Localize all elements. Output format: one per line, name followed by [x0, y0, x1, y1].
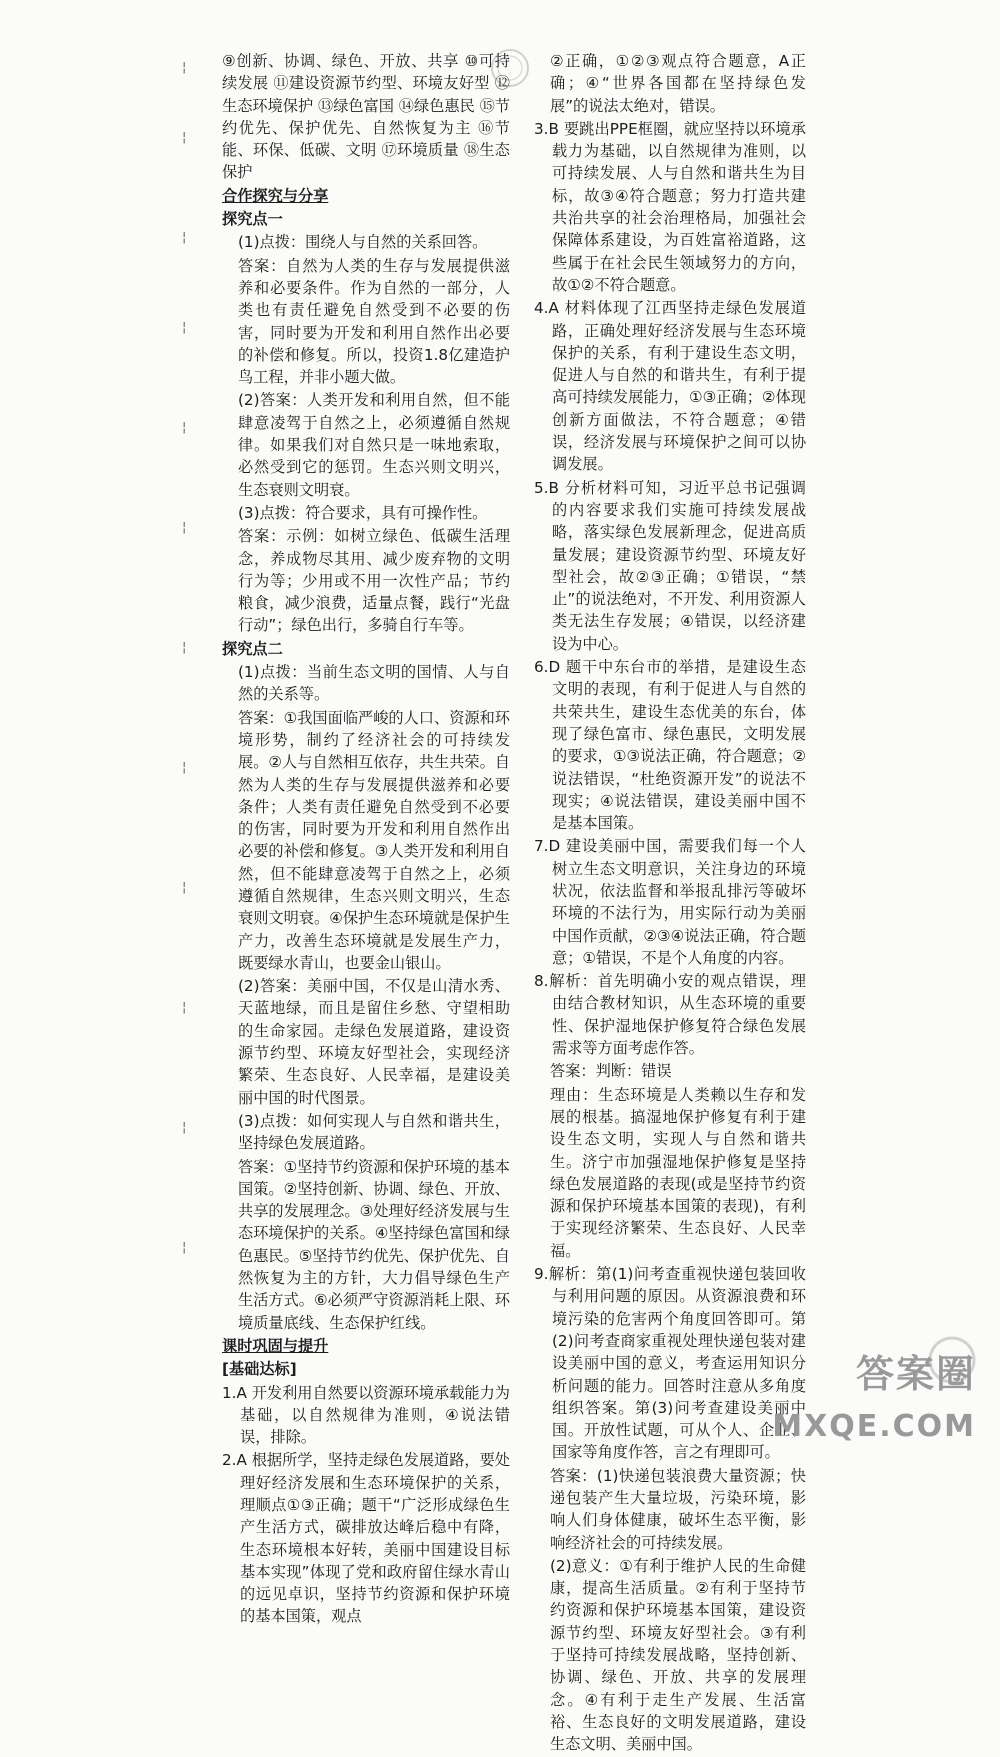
answer-item: 1.A 开发利用自然要以资源环境承载能力为基础，以自然规律为准则，④说法错误，排除。: [222, 1383, 510, 1447]
answer-item: 8.解析：首先明确小安的观点错误，理由结合教材知识，从生态环境的重要性、保护湿地保护修复符合绿色发展需求等方面考虑作答。: [534, 972, 806, 1058]
answer-item: 2.A 根据所学，坚持走绿色发展道路，要处理好经济发展和生态环境保护的关系，理顺点①③正确；题干“广泛形成绿色生产生活方式，碳排放达峰后稳中有降，生态环境根本好转，美丽中国建设目标基本实现”体现了党和政府留住绿水青山的远见卓识，坚持节约资源和保护环境的基本国策，观点: [222, 1451, 510, 1626]
answer-item: 5.B 分析材料可知，习近平总书记强调的内容要求我们实施可持续发展战略，落实绿色发展新理念，促进高质量发展；建设资源节约型、环境友好型社会，故②③正确；①错误，“禁止”的说法绝对，不开发、利用资源人类无法生存发展；④错误，以经济建设为中心。: [534, 478, 806, 653]
section-heading: 课时巩固与提升: [222, 1336, 329, 1355]
edge-mark: ¦: [182, 230, 187, 245]
answer-item: 7.D 建设美丽中国，需要我们每一个人树立生态文明意识，关注身边的环境状况，依法监督和举报乱排污等破坏环境的不法行为，用实际行动为美丽中国作贡献，②③④说法正确，符合题意；①错误，不是个人角度的内容。: [534, 837, 806, 967]
paragraph: 答案：①我国面临严峻的人口、资源和环境形势，制约了经济社会的可持续发展。②人与自然相互依存，共生共荣。自然为人类的生存与发展提供滋养和必要条件；人类有责任避免自然受到不必要的伤害，同时要为开发和利用自然作出必要的补偿和修复。③人类开发和利用自然，但不能肆意凌驾于自然之上，必须遵循自然规律，生态兴则文明兴，生态衰则文明衰。④保护生态环境就是保护生产力，改善生态环境就是发展生产力，既要绿水青山，也要金山银山。: [238, 708, 510, 972]
edge-mark: ¦: [182, 520, 187, 535]
paragraph: (2)答案：美丽中国，不仅是山清水秀、天蓝地绿，而且是留住乡愁、守望相助的生命家园。走绿色发展道路，建设资源节约型、环境友好型社会，实现经济繁荣、生态良好、人民幸福，是建设美丽中国的时代图景。: [238, 977, 510, 1107]
answer-item: 4.A 材料体现了江西坚持走绿色发展道路，正确处理好经济发展与生态环境保护的关系，有利于建设生态文明，促进人与自然的和谐共生，有利于提高可持续发展能力，①③正确；②体现创新方面做法，不符合题意；④错误，经济发展与环境保护之间可以协调发展。: [534, 299, 806, 474]
paragraph: 答案：判断：错误: [550, 1062, 672, 1081]
paragraph: (3)点拨：符合要求，具有可操作性。: [238, 503, 488, 522]
edge-mark: ¦: [182, 420, 187, 435]
answer-item: 3.B 要跳出PPE框圈，就应坚持以环境承载力为基础，以自然规律为准则，以可持续发展、人与自然和谐共生为目标，故③④符合题意；努力打造共建共治共享的社会治理格局，加强社会保障体系建设，为百姓富裕道路，这些属于在社会民生领域努力的方向，故①②不符合题意。: [534, 119, 806, 294]
left-column: [222, 50, 510, 1629]
answer-item: 6.D 题干中东台市的举措，是建设生态文明的表现，有利于促进人与自然的共荣共生，建设生态优美的东台，体现了绿色富市、绿色惠民，文明发展的要求，①③说法正确，符合题意；②说法错误，“杜绝资源开发”的说法不现实；④说法错误，建设美丽中国不是基本国策。: [534, 658, 806, 833]
paragraph: 答案：示例：如树立绿色、低碳生活理念，养成物尽其用、减少废弃物的文明行为等；少用或不用一次性产品；节约粮食，减少浪费，适量点餐，践行“光盘行动”；绿色出行，多骑自行车等。: [238, 527, 510, 635]
edge-mark: ¦: [182, 1120, 187, 1135]
edge-mark: ¦: [182, 640, 187, 655]
paragraph: 答案：①坚持节约资源和保护环境的基本国策。②坚持创新、协调、绿色、开放、共享的发展理念。③处理好经济发展与生态环境保护的关系。④坚持绿色富国和绿色惠民。⑤坚持节约优先、保护优先、自然恢复为主的方针，大力倡导绿色生产生活方式。⑥必须严守资源消耗上限、环境质量底线、生态保护红线。: [238, 1157, 510, 1332]
edge-mark: ¦: [182, 1240, 187, 1255]
edge-mark: ¦: [182, 1000, 187, 1015]
edge-mark: ¦: [182, 320, 187, 335]
paragraph: ②正确，①②③观点符合题意，A正确；④“世界各国都在坚持绿色发展”的说法太绝对，错误。: [550, 52, 806, 115]
section-heading: 合作探究与分享: [222, 186, 329, 205]
sub-heading: 探究点二: [222, 639, 283, 658]
watermark-text: 答案圈: [855, 1352, 976, 1396]
watermark-url: MXQE.COM: [772, 1409, 976, 1444]
paragraph: (2)答案：人类开发和利用自然，但不能肆意凌驾于自然之上，必须遵循自然规律。如果我们对自然只是一味地索取，必然受到它的惩罚。生态兴则文明兴，生态衰则文明衰。: [238, 391, 510, 499]
sub-heading: [基础达标]: [222, 1360, 297, 1379]
paragraph: ⑨创新、协调、绿色、开放、共享 ⑩可持续发展 ⑪建设资源节约型、环境友好型 ⑫生态环境保护 ⑬绿色富国 ⑭绿色惠民 ⑮节约优先、保护优先、自然恢复为主 ⑯节能、环保、低碳、文明 ⑰环境质量 ⑱生态保护: [222, 52, 510, 182]
edge-mark: ¦: [182, 60, 187, 75]
paragraph: 答案：(1)快递包装浪费大量资源；快递包装产生大量垃圾，污染环境，影响人们身体健康，破坏生态平衡，影响经济社会的可持续发展。: [550, 1466, 806, 1552]
paragraph: 答案：自然为人类的生存与发展提供滋养和必要条件。作为自然的一部分，人类也有责任避免自然受到不必要的伤害，同时要为开发和利用自然作出必要的补偿和修复。所以，投资1.8亿建造护鸟工程，并非小题大做。: [238, 256, 510, 387]
right-column: [534, 50, 806, 1757]
paragraph: (2)意义：①有利于维护人民的生命健康，提高生活质量。②有利于坚持节约资源和保护环境基本国策，建设资源节约型、环境友好型社会。③有利于坚持可持续发展战略，坚持创新、协调、绿色、开放、共享的发展理念。④有利于走生产发展、生活富裕、生态良好的文明发展道路，建设生态文明、美丽中国。: [550, 1556, 806, 1754]
paragraph: 理由：生态环境是人类赖以生存和发展的根基。搞湿地保护修复有利于建设生态文明，实现人与自然和谐共生。济宁市加强湿地保护修复是坚持绿色发展道路的表现(或是坚持节约资源和保护环境基本国策的表现)，有利于实现经济繁荣、生态良好、人民幸福。: [550, 1085, 806, 1260]
edge-mark: ¦: [182, 130, 187, 145]
paragraph: (1)点拨：当前生态文明的国情、人与自然的关系等。: [238, 663, 510, 704]
edge-mark: ¦: [182, 760, 187, 775]
paragraph: (3)点拨：如何实现人与自然和谐共生，坚持绿色发展道路。: [238, 1111, 510, 1153]
sub-heading: 探究点一: [222, 210, 283, 229]
edge-mark: ¦: [182, 880, 187, 895]
paragraph: (1)点拨：围绕人与自然的关系回答。: [238, 233, 488, 252]
answer-item: 9.解析：第(1)问考查重视快递包装回收与利用问题的原因。从资源浪费和环境污染的危害两个角度回答即可。第(2)问考查商家重视处理快递包装对建设美丽中国的意义，考查运用知识分析问题的能力。回答时注意从多角度组织答案。第(3)问考查建设美丽中国。开放性试题，可从个人、企业、国家等角度作答，言之有理即可。: [534, 1265, 806, 1462]
